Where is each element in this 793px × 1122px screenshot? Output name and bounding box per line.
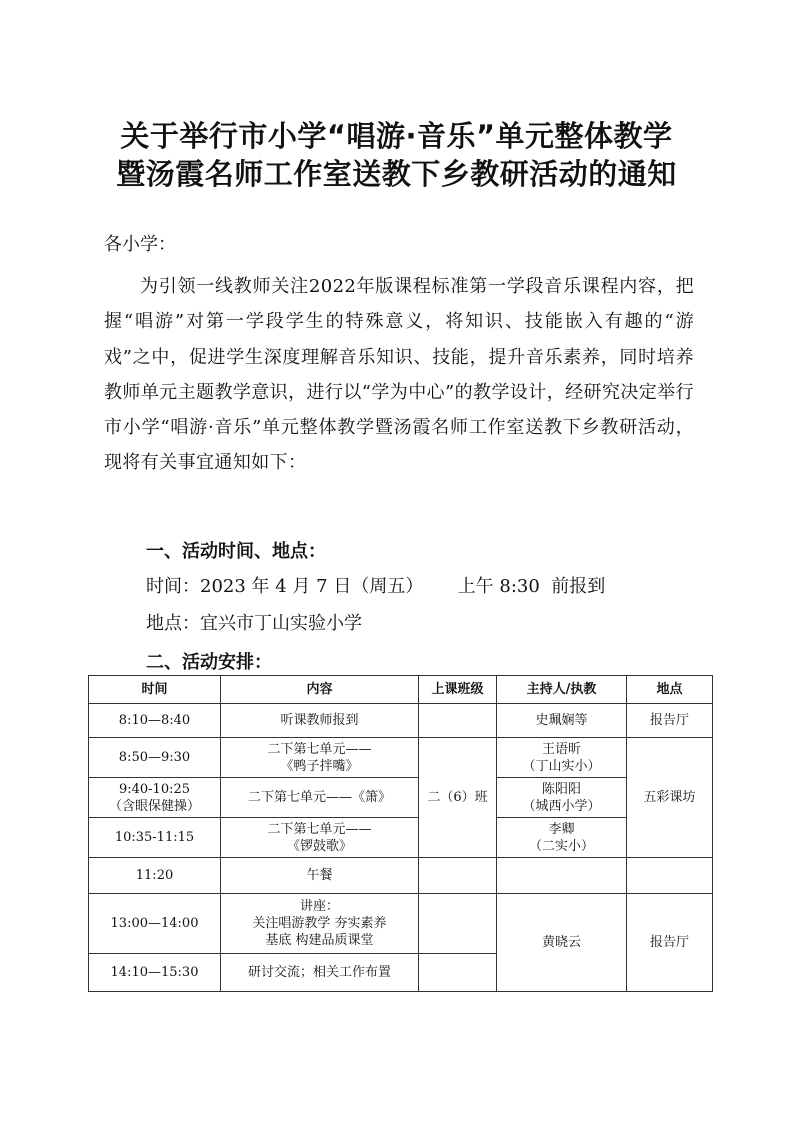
content-line: 《锣鼓歌》: [286, 838, 352, 854]
content-line: 二下第七单元——: [267, 821, 372, 837]
host-name: 李卿: [548, 821, 575, 837]
header-time: 时间: [89, 676, 221, 704]
cell-time: 11:20: [89, 858, 221, 894]
content-line: 基底 构建品质课堂: [265, 933, 374, 948]
cell-content: 听课教师报到: [221, 704, 419, 738]
cell-time: [89, 778, 221, 818]
content-line: 讲座：: [299, 899, 339, 914]
content-line: 《鸭子拌嘴》: [280, 758, 359, 774]
notice-title-line1: 关于举行市小学“唱游·音乐”单元整体教学: [120, 119, 673, 153]
cell-class: [419, 858, 497, 894]
table-header-row: [89, 676, 713, 704]
cell-host: 史珮娴等: [497, 704, 627, 738]
table-row: [89, 778, 713, 818]
host-school: （丁山实小）: [522, 758, 601, 774]
notice-title-line2: 暨汤霞名师工作室送教下乡教研活动的通知: [116, 157, 677, 191]
schedule-table: [88, 675, 713, 992]
cell-place: 报告厅: [627, 704, 713, 738]
cell-time: 8:50—9:30: [89, 738, 221, 778]
cell-content: [221, 738, 419, 778]
table-row: [89, 818, 713, 858]
table-row: [89, 858, 713, 894]
body-paragraph: 为引领一线教师关注2022年版课程标准第一学段音乐课程内容，把握“唱游”对第一学段学生的特殊意义，将知识、技能嵌入有趣的“游戏”之中，促进学生深度理解音乐知识、技能，提升音乐素养，同时培养教师单元主题教学意识，进行以“学为中心”的教学设计，经研究决定举行市小学“唱游·音乐”单元整体教学暨汤霞名师工作室送教下乡教研活动，现将有关事宜通知如下：: [104, 276, 694, 474]
cell-content: 午餐: [221, 858, 419, 894]
cell-host: [497, 778, 627, 818]
cell-place: [627, 858, 713, 894]
table-row: [89, 738, 713, 778]
salutation: 各小学：: [104, 234, 176, 255]
cell-class: [419, 954, 497, 992]
time-note: （含眼保健操）: [108, 798, 200, 814]
cell-host: 黄晓云: [497, 894, 627, 992]
header-class: 上课班级: [419, 676, 497, 704]
cell-time: 8:10—8:40: [89, 704, 221, 738]
host-school: （二实小）: [528, 838, 594, 854]
cell-place: 报告厅: [627, 894, 713, 992]
cell-time: 10:35-11:15: [89, 818, 221, 858]
cell-content: [221, 818, 419, 858]
cell-content: [221, 894, 419, 954]
cell-class: [419, 704, 497, 738]
cell-host: [497, 858, 627, 894]
table-row: [89, 704, 713, 738]
cell-host: [497, 818, 627, 858]
content-line: 关注唱游教学 夯实素养: [252, 916, 387, 931]
activity-location: 地点：宜兴市丁山实验小学: [146, 613, 362, 634]
section2-heading: 二、活动安排：: [146, 652, 272, 673]
header-content: 内容: [221, 676, 419, 704]
content-line: 二下第七单元——: [267, 741, 372, 757]
cell-place: 五彩课坊: [627, 738, 713, 858]
host-school: （城西小学）: [522, 798, 601, 814]
cell-class: 二（6）班: [419, 738, 497, 858]
cell-host: [497, 738, 627, 778]
table-row: [89, 894, 713, 954]
host-name: 王语昕: [541, 741, 581, 757]
cell-time: 14:10—15:30: [89, 954, 221, 992]
cell-content: 二下第七单元——《箫》: [221, 778, 419, 818]
header-place: 地点: [627, 676, 713, 704]
cell-content: 研讨交流；相关工作布置: [221, 954, 419, 992]
host-name: 陈阳阳: [541, 781, 581, 797]
cell-time: 13:00—14:00: [89, 894, 221, 954]
section1-heading: 一、活动时间、地点：: [146, 541, 326, 562]
activity-time: 时间：2023 年 4 月 7 日（周五） 上午 8:30 前报到: [146, 576, 606, 597]
header-host: 主持人/执教: [497, 676, 627, 704]
time-line: 9:40-10:25: [118, 781, 191, 797]
cell-class: [419, 894, 497, 954]
